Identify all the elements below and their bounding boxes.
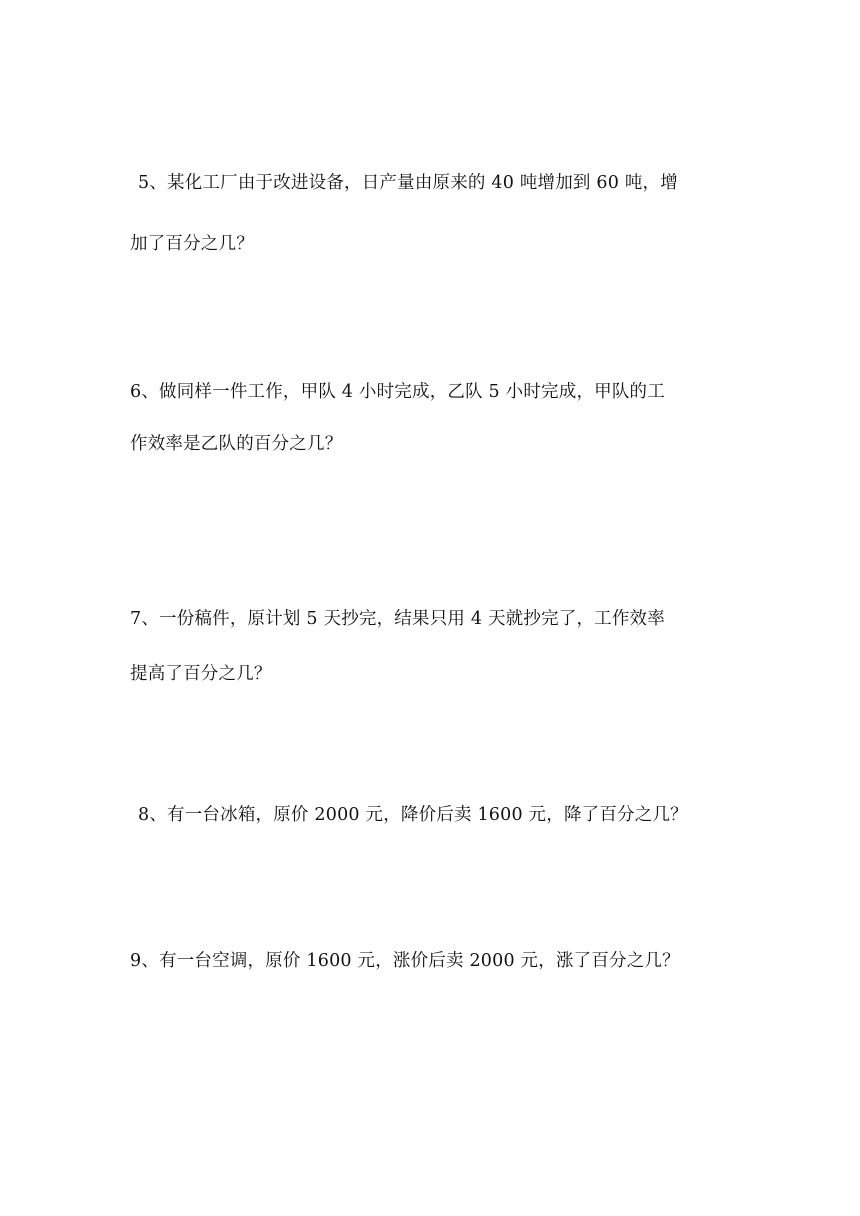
question-9-line-1: 9、有一台空调，原价 1600 元，涨价后卖 2000 元，涨了百分之几？: [130, 951, 680, 971]
question-6-line-2: 作效率是乙队的百分之几？: [130, 434, 343, 454]
question-7-line-1: 7、一份稿件，原计划 5 天抄完，结果只用 4 天就抄完了，工作效率: [130, 609, 665, 629]
question-5-line-1: 5、某化工厂由于改进设备，日产量由原来的 40 吨增加到 60 吨，增: [138, 173, 678, 193]
question-6-line-1: 6、做同样一件工作，甲队 4 小时完成，乙队 5 小时完成，甲队的工: [130, 382, 665, 402]
question-5-line-2: 加了百分之几？: [130, 234, 254, 254]
question-8-line-1: 8、有一台冰箱，原价 2000 元，降价后卖 1600 元，降了百分之几？: [138, 805, 688, 825]
question-7-line-2: 提高了百分之几？: [130, 664, 272, 684]
